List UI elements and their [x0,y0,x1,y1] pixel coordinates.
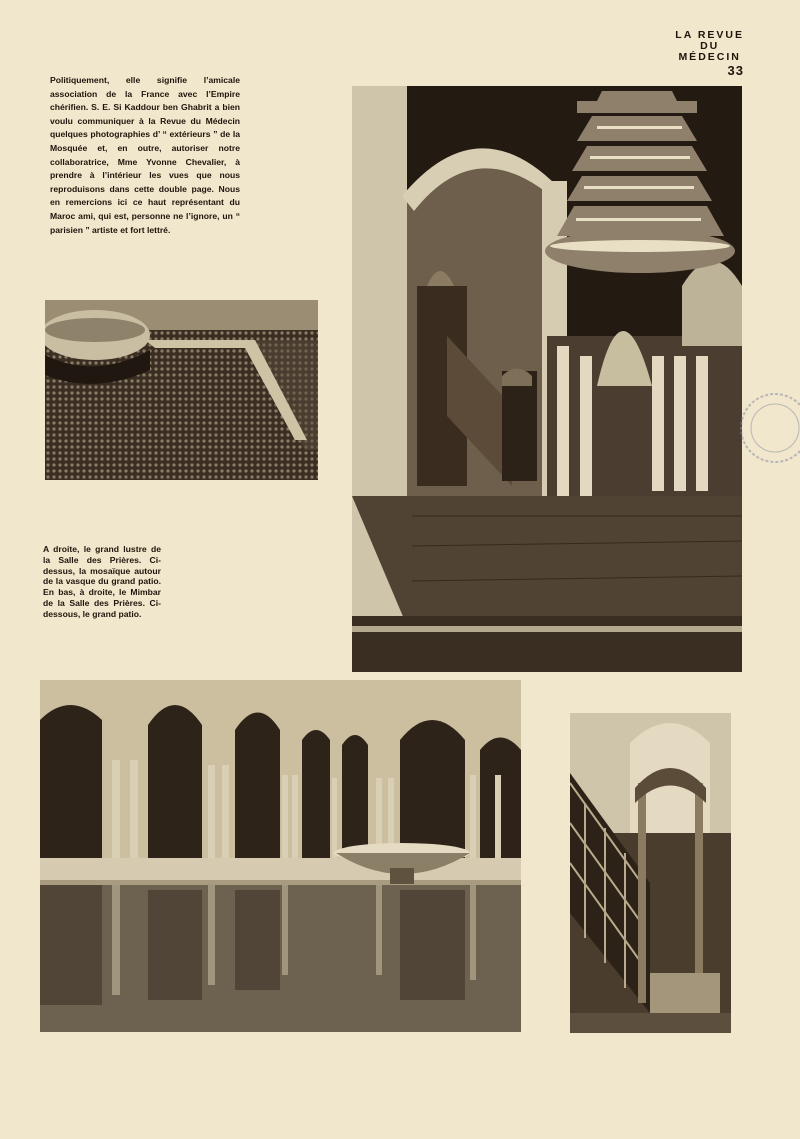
masthead-line-1: LA REVUE [675,29,744,41]
masthead-line-2: DU [700,40,720,52]
intro-paragraph: Politiquement, elle signifie l’amicale association de la France avec l’Empire chérifien. S. E. Si Kaddour ben Ghabrit a bien voulu communiquer à la Revue du Médecin quelques photographies d’ “ extérieurs ” de la Mosquée et, en outre, autoriser notre collaboratrice, Mme Yvonne Chevalier, à prendre à l’intérieur les vues que nous reproduisons dans cette double page. Nous en remercions ici ce haut représentant du Maroc ami, qui est, personne ne l’ignore, un “ parisien ” artiste et fort lettré. [50,75,240,235]
mosaic-photo [45,300,318,480]
masthead [675,30,744,76]
grand-patio-photo [40,680,521,1032]
mimbar-photo [570,713,731,1033]
page-number: 33 [727,63,744,78]
library-stamp [735,388,800,468]
photo-caption: A droite, le grand lustre de la Salle des Prières. Ci-dessus, la mosaïque autour de la vasque du grand patio. En bas, à droite, le Mimbar de la Salle des Prières. Ci-dessous, le grand patio. [43,544,161,619]
masthead-line-3: MÉDECIN [678,51,741,63]
prayer-hall-chandelier-photo [352,86,742,672]
